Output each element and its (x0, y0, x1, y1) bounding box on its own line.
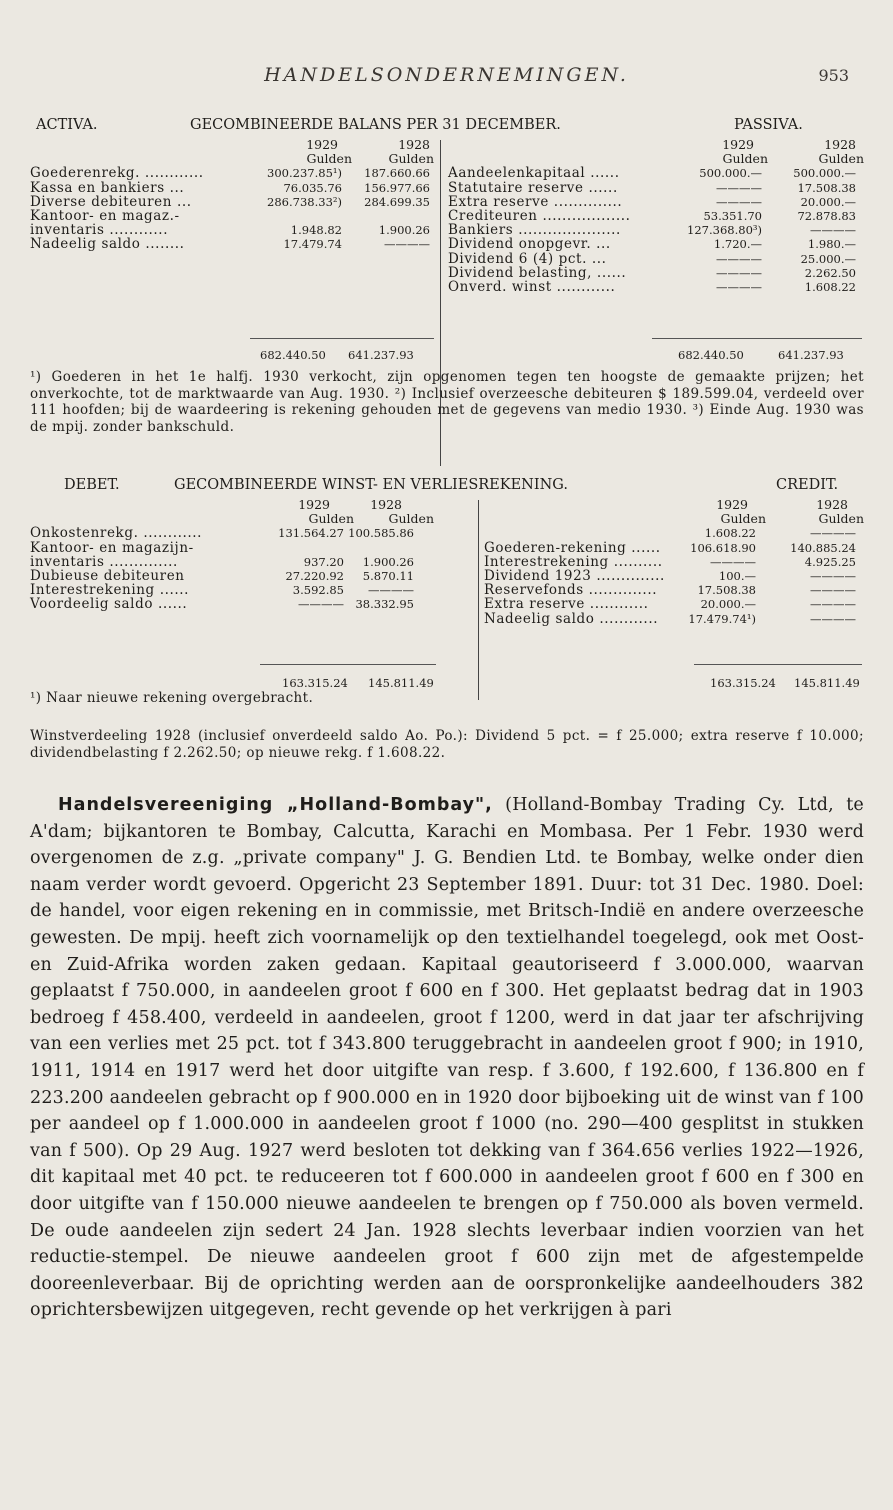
credit-currency-1: Gulden (720, 511, 766, 527)
liability-value-1929: ———— (716, 180, 762, 195)
liability-label: Aandeelenkapitaal ...... (448, 165, 620, 182)
liability-value-1928: 72.878.83 (797, 208, 856, 223)
debit-row (30, 597, 434, 611)
debit-value-1928: ———— (368, 583, 414, 598)
credit-year-1: 1929 (716, 497, 748, 512)
debit-row (30, 555, 434, 569)
liability-value-1928: 1.980.— (807, 237, 856, 252)
assets-total-1928: 641.237.93 (348, 348, 414, 362)
liability-label: Dividend onopgevr. ... (448, 236, 611, 253)
debit-total-1928: 145.811.49 (368, 676, 434, 690)
profit-distribution: Winstverdeeling 1928 (inclusief onverdeeld saldo Ao. Po.): Dividend 5 pct. = f 25.000; extra reserve f 10.000; dividendbelasting f 2.262.50; op nieuwe rekg. f 1.608.22. (30, 728, 864, 761)
credit-value-1928: ———— (810, 583, 856, 598)
liability-value-1928: 2.262.50 (804, 265, 856, 280)
asset-label: Goederenrekg. ............ (30, 165, 204, 182)
debit-label: Dubieuse debiteuren (30, 567, 185, 584)
liability-value-1928: 1.608.22 (804, 279, 856, 294)
debit-year-1: 1929 (298, 497, 330, 512)
assets-rows (30, 166, 434, 251)
debit-value-1929: 27.220.92 (285, 568, 344, 583)
credit-row (484, 583, 864, 597)
liability-value-1929: ———— (716, 265, 762, 280)
assets-currency-2: Gulden (388, 151, 434, 167)
asset-value-1928: 187.660.66 (364, 166, 430, 181)
credit-row (484, 569, 864, 583)
debit-label: Voordeelig saldo ...... (30, 596, 188, 613)
asset-row (30, 209, 434, 223)
credit-value-1928: 4.925.25 (804, 554, 856, 569)
balance-center-heading: GECOMBINEERDE BALANS PER 31 DECEMBER. (190, 117, 561, 133)
liabilities-total-1929: 682.440.50 (678, 348, 744, 362)
credit-rows (484, 526, 864, 625)
asset-row (30, 166, 434, 180)
asset-value-1929: 17.479.74 (283, 237, 342, 252)
balance-footnote: ¹) Goederen in het 1e halfj. 1930 verkocht, zijn opgenomen tegen ten hoogste de gemaakte prijzen; het onverkochte, tot de marktwaarde van Aug. 1930. ²) Inclusief overzeesche debiteuren $ 189.599.04, verdeeld over 111 hoofden; bij de waardeering is rekening gehouden met de gegevens van medio 1930. ³) Einde Aug. 1930 was de mpij. zonder bankschuld. (30, 369, 864, 435)
debit-label: Onkostenrekg. ............ (30, 525, 203, 542)
page-number: 953 (818, 66, 849, 85)
liability-row (448, 166, 864, 180)
liabilities-year-1: 1929 (722, 137, 754, 152)
asset-value-1929: 300.237.85¹) (267, 166, 342, 181)
asset-label: Diverse debiteuren ... (30, 193, 192, 210)
liability-value-1929: 500.000.— (699, 166, 762, 181)
credit-value-1928: ———— (810, 597, 856, 612)
asset-value-1929: 1.948.82 (290, 223, 342, 238)
company-article (30, 792, 864, 1324)
liabilities-currency-1: Gulden (722, 151, 768, 167)
debit-value-1929: 131.564.27 (278, 526, 344, 541)
liability-value-1928: 25.000.— (800, 251, 856, 266)
balance-right-heading: PASSIVA. (734, 117, 803, 133)
asset-value-1929: 76.035.76 (283, 180, 342, 195)
pl-center-heading: GECOMBINEERDE WINST- EN VERLIESREKENING. (174, 477, 568, 493)
liability-row (448, 181, 864, 195)
liability-row (448, 209, 864, 223)
asset-value-1928: 284.699.35 (364, 194, 430, 209)
liability-label: Dividend 6 (4) pct. ... (448, 250, 607, 267)
debit-value-1929: 3.592.85 (292, 583, 344, 598)
liability-value-1928: 500.000.— (793, 166, 856, 181)
credit-year-2: 1928 (816, 497, 848, 512)
liabilities-column (448, 138, 864, 294)
credit-row (484, 597, 864, 611)
credit-value-1929: 1.608.22 (704, 526, 756, 541)
balance-left-heading: ACTIVA. (36, 117, 98, 133)
credit-row (484, 541, 864, 555)
credit-value-1928: ———— (810, 568, 856, 583)
liability-label: Onverd. winst ............ (448, 278, 616, 295)
liability-value-1929: 53.351.70 (703, 208, 762, 223)
liability-label: Extra reserve .............. (448, 193, 623, 210)
pl-right-heading: CREDIT. (776, 477, 839, 493)
liability-label: Bankiers ..................... (448, 222, 621, 239)
liabilities-year-2: 1928 (824, 137, 856, 152)
credit-row (484, 612, 864, 626)
debit-row (30, 541, 434, 555)
credit-total-1928: 145.811.49 (794, 676, 860, 690)
credit-value-1929: 17.479.74¹) (688, 611, 756, 626)
asset-value-1929: 286.738.33²) (267, 194, 342, 209)
liability-value-1928: 17.508.38 (797, 180, 856, 195)
credit-row (484, 526, 864, 540)
liability-row (448, 266, 864, 280)
asset-value-1928: 156.977.66 (364, 180, 430, 195)
liabilities-total-1928: 641.237.93 (778, 348, 844, 362)
debit-rows (30, 526, 434, 611)
debit-total-rule (260, 664, 436, 665)
asset-row (30, 195, 434, 209)
asset-label: Kantoor- en magaz.- (30, 207, 180, 224)
liabilities-total-rule (652, 338, 862, 339)
assets-year-2: 1928 (398, 137, 430, 152)
assets-total-1929: 682.440.50 (260, 348, 326, 362)
credit-label: Extra reserve ............ (484, 596, 649, 613)
debit-label: Kantoor- en magazijn- (30, 539, 194, 556)
credit-value-1929: 17.508.38 (697, 583, 756, 598)
credit-value-1928: ———— (810, 526, 856, 541)
balance-heading (30, 118, 864, 136)
debit-row (30, 583, 434, 597)
credit-value-1929: 106.618.90 (690, 540, 756, 555)
running-title: HANDELSONDERNEMINGEN. (264, 64, 629, 86)
debit-year-2: 1928 (370, 497, 402, 512)
pl-left-heading: DEBET. (64, 477, 120, 493)
debit-currency-1: Gulden (308, 511, 354, 527)
liabilities-currency-2: Gulden (818, 151, 864, 167)
credit-total-1929: 163.315.24 (710, 676, 776, 690)
liability-value-1929: ———— (716, 251, 762, 266)
pl-heading (30, 478, 864, 496)
pl-divider (478, 500, 479, 700)
credit-label: Nadeelig saldo ............ (484, 610, 659, 627)
credit-label: Goederen-rekening ...... (484, 539, 661, 556)
debit-value-1928: 38.332.95 (355, 597, 414, 612)
assets-total-rule (250, 338, 434, 339)
liability-value-1928: ———— (810, 223, 856, 238)
article-text: (Holland-Bombay Trading Cy. Ltd, te A'dam; bijkantoren te Bombay, Calcutta, Karachi en Mombasa. Per 1 Febr. 1930 werd overgenomen de z.g. „private company" J. G. Bendien Ltd. te Bombay, welke onder dien naam verder wordt gevoerd. Opgericht 23 September 1891. Duur: tot 31 Dec. 1980. Doel: de handel, voor eigen rekening en in commissie, met Britsch-Indië en andere overzeesche gewesten. De mpij. heeft zich voornamelijk op den textielhandel toegelegd, ook met Oost- en Zuid-Afrika worden zaken gedaan. Kapitaal geautoriseerd f 3.000.000, waarvan geplaatst f 750.000, in aandeelen groot f 600 en f 300. Het geplaatst bedrag dat in 1903 bedroeg f 458.400, verdeeld in aandeelen, groot f 1200, werd in dat jaar ter afschrijving van een verlies met 25 pct. tot f 343.800 teruggebracht in aandeelen groot f 900; in 1910, 1911, 1914 en 1917 werd het door uitgifte van resp. f 3.600, f 192.600, f 136.800 en f 223.200 aandeelen gebracht op f 900.000 en in 1920 door bijboeking uit de winst van f 100 per aandeel op f 1.000.000 in aandeelen groot f 1000 (no. 290—400 gesplitst in stukken van f 500). Op 29 Aug. 1927 werd besloten tot dekking van f 364.656 verlies 1922—1926, dit kapitaal met 40 pct. te reduceeren tot f 600.000 in aandeelen groot f 600 en f 300 en door uitgifte van f 150.000 nieuwe aandeelen te brengen op f 750.000 als boven vermeld. De oude aandeelen zijn sedert 24 Jan. 1928 slechts leverbaar indien voorzien van het reductie-stempel. De nieuwe aandeelen groot f 600 zijn met de afgestempelde dooreenleverbaar. Bij de oprichting werden aan de oorspronkelijke aandeelhouders 382 oprichtersbewijzen uitgegeven, recht gevende op het verkrijgen à pari (30, 795, 864, 1321)
debit-label: Interestrekening ...... (30, 582, 190, 599)
assets-column (30, 138, 434, 252)
credit-label: Interestrekening .......... (484, 553, 663, 570)
liability-value-1929: 1.720.— (713, 237, 762, 252)
credit-value-1929: 100.— (718, 568, 756, 583)
credit-value-1928: ———— (810, 611, 856, 626)
asset-value-1928: 1.900.26 (378, 223, 430, 238)
debit-label: inventaris .............. (30, 553, 178, 570)
liability-value-1929: ———— (716, 279, 762, 294)
debit-column (30, 498, 434, 612)
credit-total-rule (694, 664, 862, 665)
pl-footnote: ¹) Naar nieuwe rekening overgebracht. (30, 690, 314, 706)
asset-row (30, 223, 434, 237)
debit-value-1929: ———— (298, 597, 344, 612)
debit-total-1929: 163.315.24 (282, 676, 348, 690)
liability-row (448, 252, 864, 266)
credit-label: Reservefonds .............. (484, 582, 658, 599)
liability-row (448, 223, 864, 237)
credit-value-1928: 140.885.24 (790, 540, 856, 555)
asset-label: Nadeelig saldo ........ (30, 236, 185, 253)
liabilities-rows (448, 166, 864, 294)
debit-row (30, 569, 434, 583)
asset-label: inventaris ............ (30, 222, 169, 239)
liability-value-1929: ———— (716, 194, 762, 209)
credit-column (484, 498, 864, 626)
credit-value-1929: 20.000.— (700, 597, 756, 612)
liability-row (448, 280, 864, 294)
debit-value-1928: 5.870.11 (362, 568, 414, 583)
assets-currency-1: Gulden (306, 151, 352, 167)
credit-label: Dividend 1923 .............. (484, 567, 665, 584)
debit-value-1929: 937.20 (303, 554, 344, 569)
liability-value-1929: 127.368.80³) (687, 223, 762, 238)
credit-value-1929: ———— (710, 554, 756, 569)
credit-row (484, 555, 864, 569)
asset-value-1928: ———— (384, 237, 430, 252)
liability-row (448, 195, 864, 209)
debit-row (30, 526, 434, 540)
credit-currency-2: Gulden (818, 511, 864, 527)
liability-label: Crediteuren .................. (448, 207, 631, 224)
liability-label: Dividend belasting, ...... (448, 264, 627, 281)
debit-value-1928: 100.585.86 (348, 526, 414, 541)
liability-value-1928: 20.000.— (800, 194, 856, 209)
running-head (0, 64, 893, 88)
company-name: Handelsvereeniging „Holland-Bombay", (58, 795, 493, 815)
liability-label: Statutaire reserve ...... (448, 179, 618, 196)
debit-currency-2: Gulden (388, 511, 434, 527)
asset-row (30, 237, 434, 251)
assets-year-1: 1929 (306, 137, 338, 152)
asset-label: Kassa en bankiers ... (30, 179, 185, 196)
liability-row (448, 237, 864, 251)
debit-value-1928: 1.900.26 (362, 554, 414, 569)
asset-row (30, 181, 434, 195)
